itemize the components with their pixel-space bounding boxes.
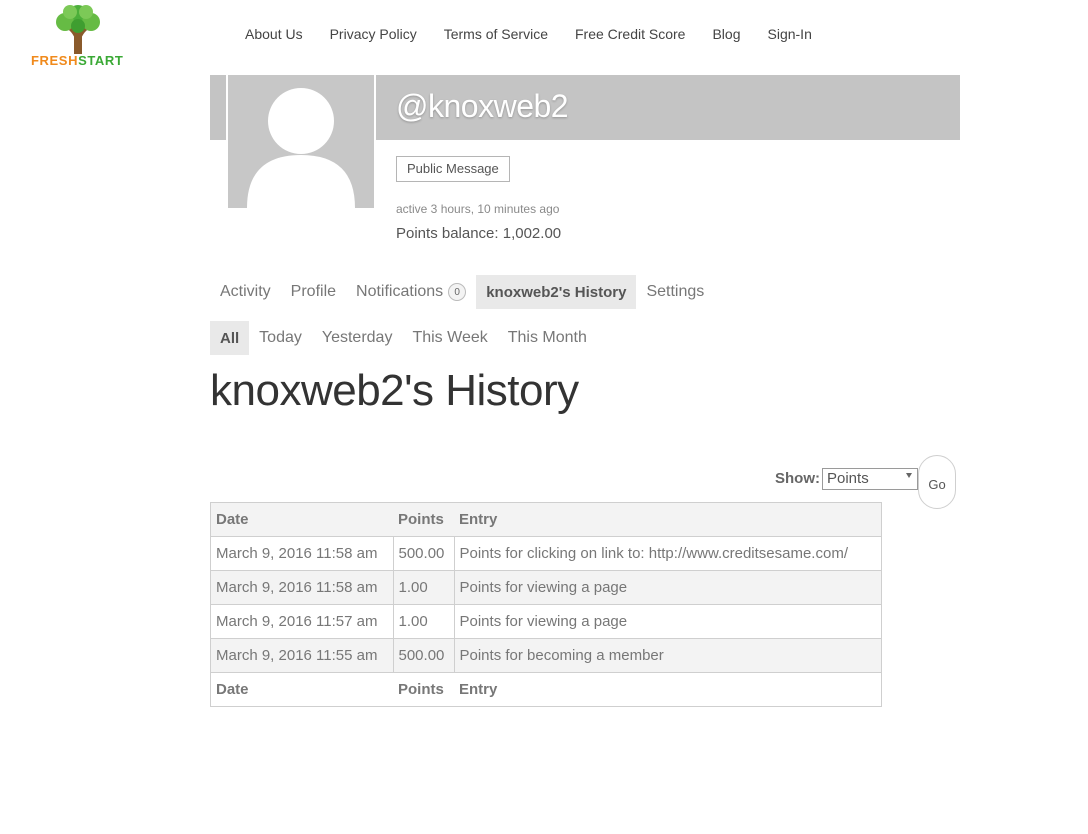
logo-wordmark — [31, 53, 123, 68]
show-label: Show: — [775, 470, 820, 487]
table-row — [211, 639, 882, 673]
cell-date: March 9, 2016 11:58 am — [211, 571, 394, 605]
nav-terms-of-service[interactable]: Terms of Service — [443, 26, 548, 42]
cell-entry: Points for becoming a member — [454, 639, 882, 673]
nav-blog[interactable]: Blog — [712, 26, 741, 42]
notifications-count-badge: 0 — [448, 283, 466, 301]
default-user-icon — [228, 75, 374, 208]
period-tab-all[interactable]: All — [210, 321, 249, 355]
table-row — [211, 605, 882, 639]
header-points: Points — [393, 503, 454, 537]
tree-icon — [51, 2, 105, 54]
show-select-value: Points — [827, 470, 869, 487]
cell-points: 500.00 — [393, 639, 454, 673]
table-row — [211, 571, 882, 605]
tab-history[interactable]: knoxweb2's History — [476, 275, 636, 309]
footer-points: Points — [393, 673, 454, 707]
site-logo[interactable] — [28, 2, 132, 68]
page-title: knoxweb2's History — [210, 366, 579, 415]
period-tab-this-week[interactable]: This Week — [412, 329, 488, 346]
logo-start: START — [78, 53, 124, 68]
cell-entry: Points for viewing a page — [454, 571, 882, 605]
dropdown-arrow-icon — [906, 473, 912, 478]
nav-sign-in[interactable]: Sign-In — [767, 26, 812, 42]
nav-privacy-policy[interactable]: Privacy Policy — [329, 26, 417, 42]
last-active-text: active 3 hours, 10 minutes ago — [396, 202, 560, 216]
logo-fresh: FRESH — [31, 53, 79, 68]
cell-points: 1.00 — [393, 571, 454, 605]
nav-free-credit-score[interactable]: Free Credit Score — [574, 26, 686, 42]
period-tabs — [210, 321, 597, 355]
points-balance: Points balance: 1,002.00 — [396, 225, 562, 242]
header-date: Date — [211, 503, 394, 537]
footer-date: Date — [211, 673, 394, 707]
show-select[interactable] — [822, 468, 918, 490]
history-table — [210, 502, 882, 707]
avatar[interactable] — [228, 75, 374, 208]
go-button[interactable]: Go — [918, 455, 956, 509]
cell-date: March 9, 2016 11:57 am — [211, 605, 394, 639]
cell-entry: Points for viewing a page — [454, 605, 882, 639]
cell-date: March 9, 2016 11:55 am — [211, 639, 394, 673]
tab-profile[interactable]: Profile — [290, 283, 337, 300]
table-footer-row — [211, 673, 882, 707]
tab-notifications-label: Notifications — [356, 283, 444, 300]
cell-points: 500.00 — [393, 537, 454, 571]
member-tabs — [210, 275, 714, 309]
period-tab-today[interactable]: Today — [259, 329, 302, 346]
footer-entry: Entry — [454, 673, 882, 707]
tab-settings[interactable]: Settings — [646, 283, 705, 300]
table-header-row — [211, 503, 882, 537]
cell-points: 1.00 — [393, 605, 454, 639]
period-tab-this-month[interactable]: This Month — [507, 329, 587, 346]
tab-notifications[interactable] — [346, 275, 476, 309]
period-tab-yesterday[interactable]: Yesterday — [321, 329, 393, 346]
table-row — [211, 537, 882, 571]
cell-date: March 9, 2016 11:58 am — [211, 537, 394, 571]
top-nav — [245, 26, 812, 42]
profile-username: @knoxweb2 — [396, 88, 569, 124]
header-entry: Entry — [454, 503, 882, 537]
cell-entry: Points for clicking on link to: http://www.creditsesame.com/ — [454, 537, 882, 571]
nav-about-us[interactable]: About Us — [245, 26, 303, 42]
tab-activity[interactable]: Activity — [220, 283, 271, 300]
public-message-button[interactable]: Public Message — [396, 156, 510, 182]
